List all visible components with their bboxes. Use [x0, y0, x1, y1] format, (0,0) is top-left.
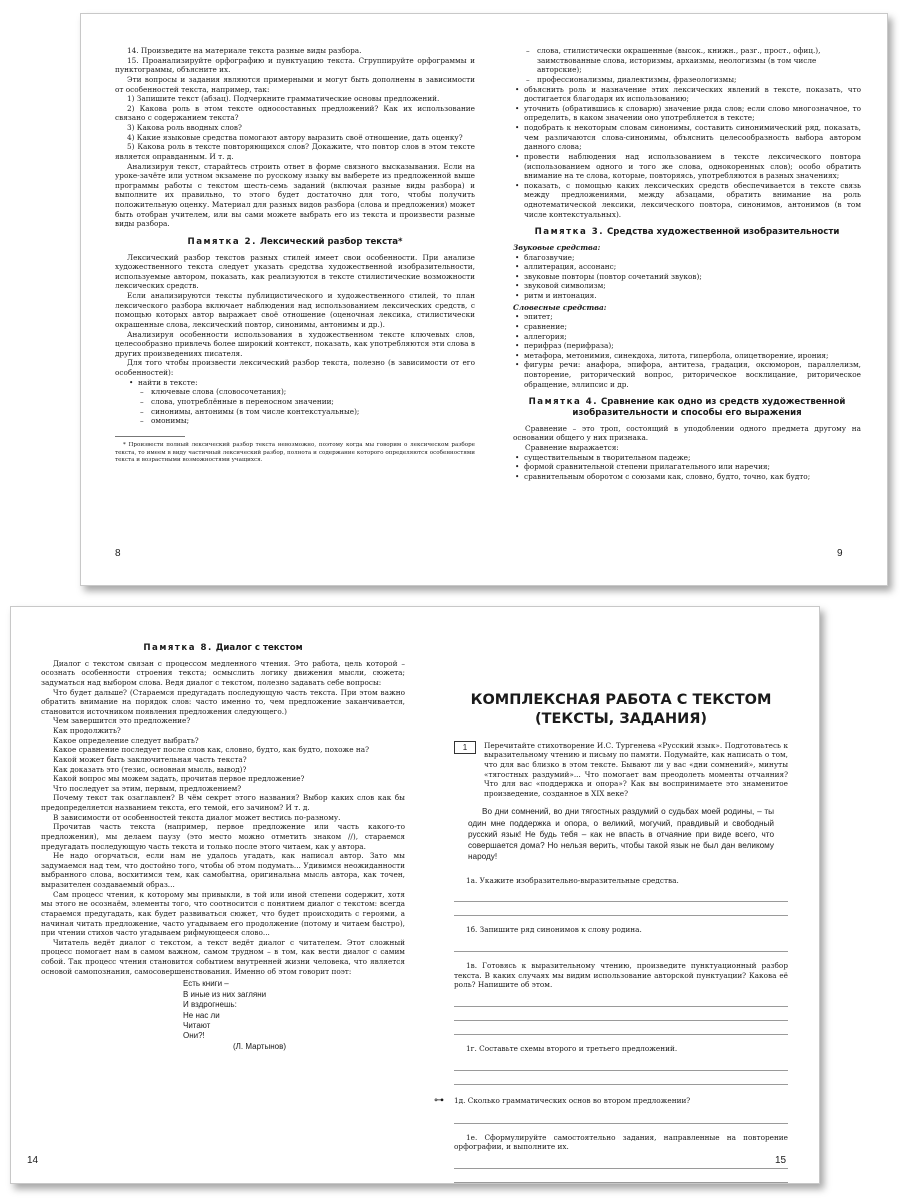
turgenev-text: Во дни сомнений, во дни тягостных раздумий о судьбах моей родины, – ты один мне поддержка и опора, о великий, могучий, правдивый и свободный русский язык! Не будь тебя – как не впасть в отчаяние при виде всего, что совершается дома? Но нельзя верить, чтобы такой язык не был дан великому народу! — [468, 807, 774, 861]
task-intro: Перечитайте стихотворение И.С. Тургенева «Русский язык». Подготовьтесь к выразительному чтению и письму по памяти. Подумайте, как написать о том, что для вас близко в этом тексте. Бывают ли у вас «дни сомнений», минуты «тягостных раздумий»... Что помогает вам преодолеть моменты отчаяния? Что для вас «поддержка и опора»? Как вы воспринимаете это знаменитое произведение, созданное в XIX веке? — [484, 740, 788, 798]
book-spread-pages-8-9 — [80, 13, 888, 586]
page-15-column — [434, 691, 788, 1183]
p8-paragraph: Анализируя текст, старайтесь строить ответ в форме связного высказывания. Если на уроке-зачёте или устном экзамене по русскому языку вы выберете из предложенной выше программы работы с текстом шесть-семь заданий (включая разные виды разбора) и выполните их правильно, то этого будет достаточно для того, чтобы получить положительную оценку. Материал для разных видов разбора (слова и предложения) может быть отобран учителем, или вы сами можете выбрать его из текста и произвести разные виды разбора. — [115, 161, 475, 229]
list-item: • формой сравнительной степени прилагательного или наречия; — [524, 462, 861, 472]
page-subtitle: (ТЕКСТЫ, ЗАДАНИЯ) — [534, 710, 708, 727]
question-1a: 1а. Укажите изобразительно-выразительные средства. — [466, 875, 679, 885]
list-item: – омонимы; — [151, 416, 475, 426]
p8-paragraph: Анализируя особенности использования в художественном тексте ключевых слов, целесообразно привлечь более широкий контекст, показать, как употребляются эти слова в других произведениях писателя. — [115, 329, 475, 358]
list-item: – профессионализмы, диалектизмы, фразеологизмы; — [537, 75, 861, 85]
page-number: 14 — [27, 1155, 39, 1166]
task-number-badge: 1 — [454, 741, 476, 754]
p9-bullet-list — [513, 85, 861, 220]
poem — [183, 979, 405, 1052]
list-item: • сравнительным оборотом с союзами как, словно, будто, точно, как будто; — [524, 472, 861, 482]
list-item: • существительным в творительном падеже; — [524, 453, 861, 463]
question-1d-row — [434, 1094, 788, 1107]
p14-paragraph: В зависимости от особенностей текста диалог может вестись по-разному. — [53, 812, 341, 822]
p14-question: Какое определение следует выбрать? — [53, 735, 199, 745]
page-number: 8 — [115, 548, 121, 559]
page-title: КОМПЛЕКСНАЯ РАБОТА С ТЕКСТОМ — [470, 692, 772, 708]
question-1g: 1г. Составьте схемы второго и третьего предложений. — [466, 1043, 678, 1053]
p14-question: Как доказать это (тезис, основная мысль, вывод)? — [53, 764, 247, 774]
page-8-column — [115, 46, 475, 470]
p14-question: Как продолжить? — [53, 726, 121, 736]
list-item: • объяснить роль и назначение этих лексических явлений в тексте, показать, что достигается благодаря их использованию; — [524, 85, 861, 104]
p14-paragraph: Не надо огорчаться, если нам не удалось угадать, как написал автор. Зато мы задумаемся над тем, что достойно того, чтобы об этом подумать... Удивимся неожиданности выбранного слова, восхитимся тем, как самобытна, оригинальна мысль автора, как точен, выразителен создаваемый образ... — [41, 851, 405, 890]
p8-item-15: 15. Проанализируйте орфографию и пунктуацию текста. Сгруппируйте орфограммы и пунктограммы, объясните их. — [115, 55, 475, 75]
answer-line[interactable] — [454, 938, 788, 952]
comparison-means-list — [513, 453, 861, 482]
list-item: • эпитет; — [524, 312, 861, 322]
list-item: • фигуры речи: анафора, эпифора, антитеза, градация, оксюморон, параллелизм, повторение, риторический вопрос, риторическое восклицание, риторическое обращение, эллипсис и др. — [524, 360, 861, 389]
list-item: • аллитерация, ассонанс; — [524, 262, 861, 272]
list-item: • благозвучие; — [524, 253, 861, 263]
p8-question-3: 3) Какова роль вводных слов? — [127, 123, 242, 132]
p8-dash-list — [127, 387, 475, 426]
list-item: • показать, с помощью каких лексических средств обеспечивается в тексте связь между предложениями, между абзацами, обратить внимание на роль однотематической лексики, лексического повтора, синонимов, антонимов (в том числе контекстуальных). — [524, 181, 861, 220]
poem-line: Не нас ли — [183, 1010, 220, 1020]
p8-paragraph: Для того чтобы произвести лексический разбор текста, полезно (в зависимости от его особенностей): — [115, 358, 475, 378]
p14-paragraph: Что будет дальше? (Стараемся предугадать последующую часть текста. При этом важно обратить внимание на порядок слов: часто именно то, чем предложение заканчивается, становится источником появления предложения следующего.) — [41, 687, 405, 716]
list-item: • звуковые повторы (повтор сочетаний звуков); — [524, 272, 861, 282]
p9-paragraph: Сравнение – это троп, состоящий в уподоблении одного предмета другому на основании общего у них признака. — [513, 423, 861, 443]
list-item: • перифраз (перифраза); — [524, 341, 861, 351]
answer-line[interactable] — [454, 1057, 788, 1071]
list-item: • найти в тексте: — [138, 378, 475, 388]
answer-line[interactable] — [454, 1021, 788, 1035]
poem-line: И вздрогнешь: — [183, 1000, 237, 1010]
p8-bullet-list — [127, 378, 475, 388]
key-icon: ⊶ — [434, 1094, 444, 1106]
p8-question-1: 1) Запишите текст (абзац). Подчеркните грамматические основы предложений. — [127, 94, 440, 104]
p8-paragraph: Если анализируются тексты публицистического и художественного стилей, то план лексического разбора включает наблюдения над использованием лексических средств, с помощью которых автор выражает своё отношение (оценочная лексика, стилистически окрашенные слова, лексический повтор, синонимы, антонимы и др.). — [115, 291, 475, 329]
list-item: • звуковой символизм; — [524, 281, 861, 291]
list-item: • подобрать к некоторым словам синонимы, составить синонимический ряд, показать, чем различаются слова-синонимы, объяснить целесообразность выбора автором данного слова; — [524, 123, 861, 152]
p14-paragraph: Читатель ведёт диалог с текстом, а текст ведёт диалог с читателем. Этот сложный процесс помогает нам в самом важном, самом трудном – в том, как вести диалог с самим собой. Так процесс чтения становится событием внутренней жизни человека, что является основой самопознания, самосовершенствования. Именно об этом говорит поэт: — [41, 937, 405, 976]
word-means-list — [513, 312, 861, 389]
poem-line: Читают — [183, 1020, 211, 1030]
p8-item-14: 14. Произведите на материале текста разные виды разбора. — [127, 46, 362, 55]
memo-3-heading: Памятка 3. Средства художественной изобразительности — [534, 227, 840, 238]
sound-means-title: Звуковые средства: — [513, 242, 601, 252]
p8-paragraph: Лексический разбор текстов разных стилей имеет свои особенности. При анализе художественного текста следует указать средства художественной изобразительности, используемые автором, показать, как реализуются в тексте стилистические возможности лексических средств. — [115, 252, 475, 291]
p8-question-4: 4) Какие языковые средства помогают автору выразить своё отношение, дать оценку? — [127, 132, 463, 142]
answer-line[interactable] — [454, 1155, 788, 1169]
list-item: – слова, употреблённые в переносном значении; — [151, 397, 475, 407]
answer-line[interactable] — [454, 1071, 788, 1085]
p14-paragraph: Сам процесс чтения, к которому мы привыкли, в той или иной степени содержит, хотя мы этого не осознаём, элементы того, что соотносится с понятием диалог с текстом: всегда стараемся предугадать, как будет развиваться сюжет, что будет происходить с героями, а начиная читать предложение, часто угадываем его продолжение (потому и читаем быстро), при чтении стихов часто угадываем рифмующееся слово... — [41, 889, 405, 938]
memo-2-heading: Памятка 2. Лексический разбор текста* — [187, 236, 403, 247]
list-item: • ритм и интонация. — [524, 291, 861, 301]
question-1e: 1е. Сформулируйте самостоятельно задания, направленные на повторение орфографии, и выполните их. — [454, 1132, 788, 1152]
memo-4-heading: Памятка 4. Сравнение как одно из средств художественной изобразительности и способы его выражения — [528, 397, 846, 419]
memo-8-heading: Памятка 8. Диалог с текстом — [143, 643, 303, 653]
page-14-column — [41, 643, 405, 1052]
answer-line[interactable] — [454, 1110, 788, 1124]
list-item: – ключевые слова (словосочетания); — [151, 387, 475, 397]
question-1d: 1д. Сколько грамматических основ во втором предложении? — [454, 1095, 691, 1105]
p8-question-2: 2) Какова роль в этом тексте односоставных предложений? Как их использование связано с содержанием текста? — [115, 103, 475, 123]
p9-dash-list — [513, 46, 861, 85]
p9-paragraph: Сравнение выражается: — [525, 443, 619, 453]
answer-line[interactable] — [454, 902, 788, 916]
footnote: * Произвести полный лексический разбор текста невозможно, поэтому когда мы говорим о лексическом разборе текста, то имеем в виду частичный лексический разбор, полнота и содержание которого определяются особенностями текста и возрастными возможностями учащихся. — [115, 442, 475, 463]
poem-line: В иные из них загляни — [183, 989, 267, 999]
poem-line: Они?! — [183, 1031, 205, 1041]
sound-means-list — [513, 253, 861, 301]
p8-paragraph: Эти вопросы и задания являются примерными и могут быть дополнены в зависимости от особенностей текста, например, так: — [115, 74, 475, 94]
question-1b: 1б. Запишите ряд синонимов к слову родина. — [466, 925, 642, 935]
word-means-title: Словесные средства: — [513, 302, 607, 312]
footnote-divider — [115, 436, 185, 437]
page-9-column — [513, 46, 861, 482]
p14-paragraph: Почему текст так озаглавлен? В чём секрет этого названия? Выбор каких слов как бы предопределяется названием текста, его темой, его зачином? И т. д. — [41, 793, 405, 813]
book-spread-pages-14-15 — [10, 606, 820, 1184]
page-number: 15 — [775, 1155, 787, 1166]
list-item: • сравнение; — [524, 322, 861, 332]
p8-question-5: 5) Какова роль в тексте повторяющихся слов? Докажите, что повтор слов в этом тексте является оправданным. И т. д. — [115, 142, 475, 161]
list-item: • уточнить (обратившись к словарю) значение ряда слов; если слово многозначное, то определить, в каком значении оно употребляется в тексте; — [524, 104, 861, 123]
answer-line[interactable] — [454, 1007, 788, 1021]
answer-line[interactable] — [454, 1169, 788, 1183]
list-item: • аллегория; — [524, 332, 861, 342]
poem-line: Есть книги – — [183, 979, 229, 989]
task-1 — [454, 741, 788, 799]
poem-author: (Л. Мартынов) — [233, 1041, 287, 1051]
question-1v: 1в. Готовясь к выразительному чтению, произведите пунктуационный разбор текста. В каких случаях мы видим использование авторской пунктуации? Какова её роль? Напишите об этом. — [454, 961, 788, 990]
p14-paragraph: Диалог с текстом связан с процессом медленного чтения. Это работа, цель которой – осознать особенности строения текста; осмыслить логику движения мысли, сюжета; задуматься над выбором слова. Ведя диалог с текстом, полезно задавать себе вопросы: — [41, 658, 405, 687]
list-item: – синонимы, антонимы (в том числе контекстуальные); — [151, 407, 475, 417]
p14-question: Что последует за этим, первым, предложением? — [53, 783, 242, 793]
page-number: 9 — [837, 548, 843, 559]
answer-line[interactable] — [454, 888, 788, 902]
list-item: • провести наблюдения над использованием в тексте лексического повтора (использованием одного и того же слова, однокоренных слов); особо обратить внимание на те слова, которые, повторяясь, употребляются в разных значениях; — [524, 152, 861, 181]
p14-question: Чем завершится это предложение? — [53, 716, 191, 726]
list-item: – слова, стилистически окрашенные (высок., книжн., разг., прост., офиц.), заимствованные слова, историзмы, архаизмы, неологизмы (в том числе авторские); — [537, 46, 861, 75]
p14-question: Какое сравнение последует после слов как, словно, будто, как будто, похоже на? — [53, 745, 370, 755]
list-item: • метафора, метонимия, синекдоха, литота, гипербола, олицетворение, ирония; — [524, 351, 861, 361]
p14-question: Какой вопрос мы можем задать, прочитав первое предложение? — [53, 774, 305, 784]
answer-line[interactable] — [454, 993, 788, 1007]
p14-question: Какой может быть заключительная часть текста? — [53, 754, 247, 764]
p14-paragraph: Прочитав часть текста (например, первое предложение или часть какого-то предложения), мы делаем паузу (это место можно отметить знаком //), стараемся предугадать последующую часть текста и только после этого читаем, как у автора. — [41, 822, 405, 851]
